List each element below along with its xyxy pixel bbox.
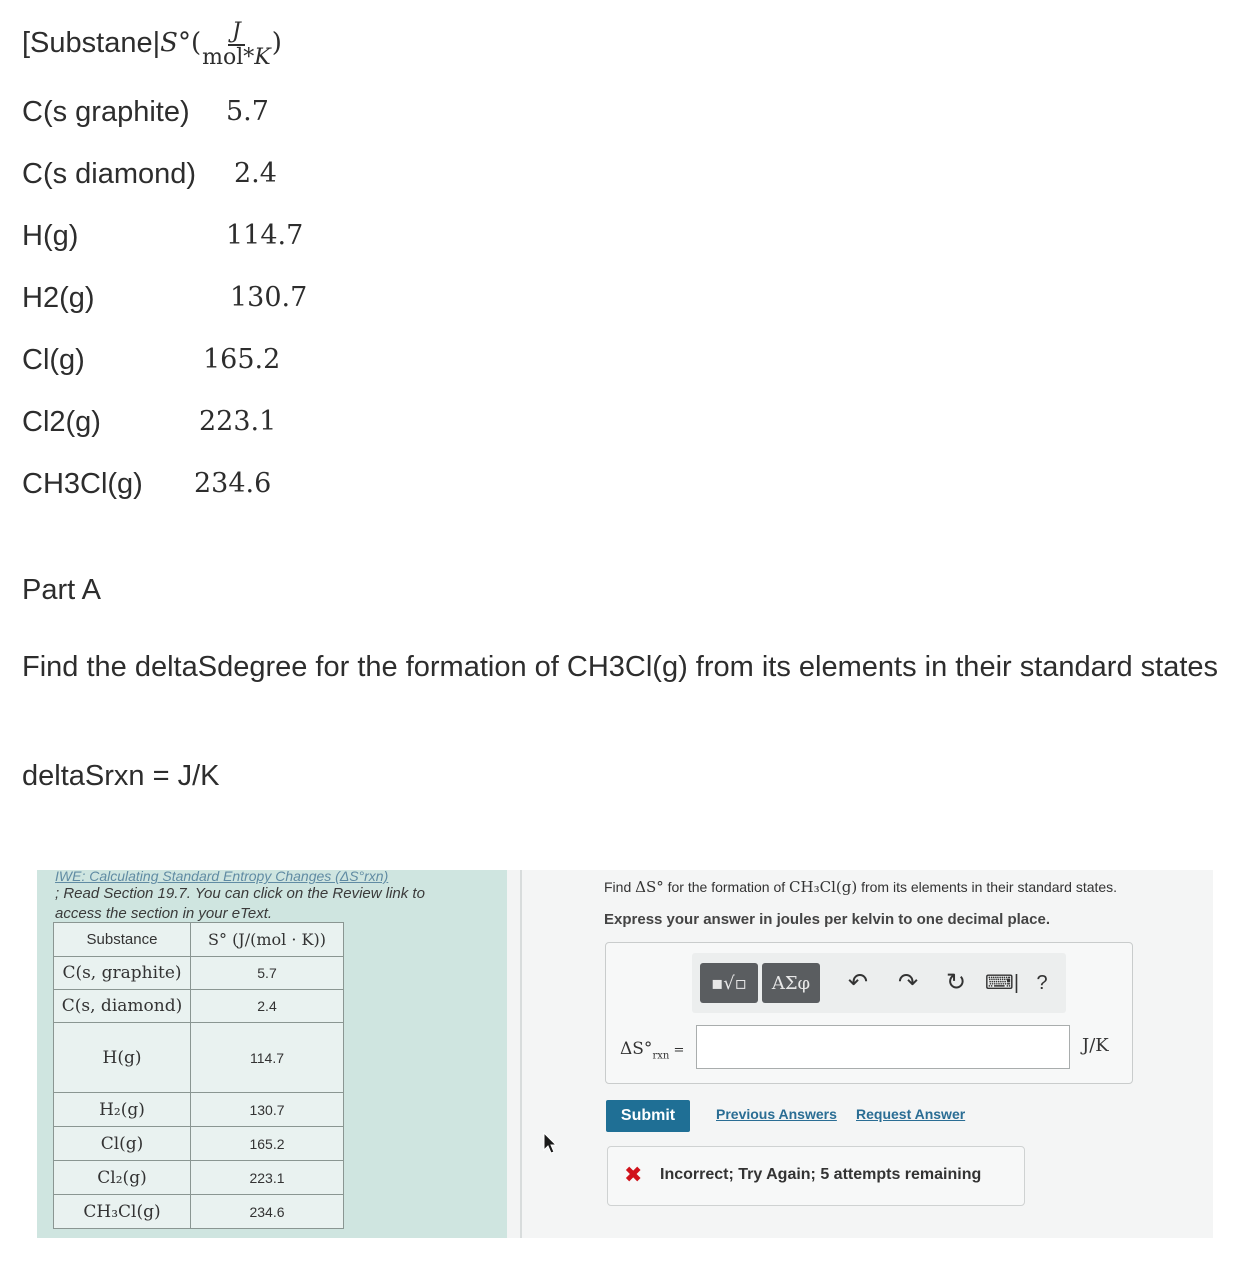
table-row <box>54 1023 344 1093</box>
greek-symbols-button[interactable]: ΑΣφ <box>762 963 820 1003</box>
answer-box <box>605 942 1133 1084</box>
table-cell-substance: H₂(g) <box>54 1093 191 1127</box>
substance-name: C(s graphite) <box>22 96 190 128</box>
substance-value: 165.2 <box>203 344 281 375</box>
tutorial-link[interactable]: IWE: Calculating Standard Entropy Changes (ΔS°rxn) <box>55 870 389 884</box>
mouse-pointer-icon <box>542 1132 558 1156</box>
substance-value: 2.4 <box>234 158 277 189</box>
entropy-table-header <box>22 18 282 68</box>
substance-value: 114.7 <box>226 220 304 251</box>
table-row <box>54 957 344 990</box>
substance-name: C(s diamond) <box>22 158 197 190</box>
header-open-paren: ( <box>190 28 202 58</box>
table-cell-value: 223.1 <box>191 1161 344 1195</box>
substance-row <box>22 156 196 192</box>
table-cell-value: 165.2 <box>191 1127 344 1161</box>
table-header-substance: Substance <box>54 923 191 957</box>
substance-name: CH3Cl(g) <box>22 468 143 500</box>
substance-value: 130.7 <box>230 282 308 313</box>
keyboard-icon[interactable]: ⌨| <box>984 972 1020 994</box>
answer-panel <box>522 870 1213 1238</box>
homework-screen-photo <box>37 870 1213 1238</box>
substance-row <box>22 218 78 254</box>
table-cell-substance: Cl₂(g) <box>54 1161 191 1195</box>
table-cell-value: 5.7 <box>191 957 344 990</box>
substance-row <box>22 280 95 316</box>
part-title: Part A <box>22 574 101 606</box>
header-symbol: S° <box>160 28 191 58</box>
submit-button[interactable]: Submit <box>606 1100 690 1132</box>
unit-fraction <box>202 20 271 70</box>
table-row <box>54 1093 344 1127</box>
math-toolbar <box>692 953 1066 1013</box>
feedback-text: Incorrect; Try Again; 5 attempts remaining <box>660 1166 982 1183</box>
table-cell-substance: Cl(g) <box>54 1127 191 1161</box>
header-prefix: [Substane| <box>22 27 161 59</box>
reading-instructions: ; Read Section 19.7. You can click on the Review link to access the section in your eText. <box>55 885 425 922</box>
screen-question: Find ΔS° for the formation of CH₃Cl(g) from its elements in their standard states. <box>604 878 1118 896</box>
table-cell-substance: C(s, diamond) <box>54 990 191 1023</box>
substance-value: 5.7 <box>226 96 269 127</box>
help-icon[interactable]: ? <box>1036 972 1048 994</box>
header-close-paren: ) <box>271 28 282 58</box>
table-row <box>54 990 344 1023</box>
substance-row <box>22 94 190 130</box>
reference-panel <box>37 870 507 1238</box>
unit-label: J/K <box>1082 1035 1109 1056</box>
substance-name: Cl2(g) <box>22 406 101 438</box>
table-cell-value: 2.4 <box>191 990 344 1023</box>
feedback-box <box>607 1146 1025 1206</box>
templates-button[interactable]: ▪√▫ <box>700 963 758 1003</box>
delta-s-label: $\Delta S^\circ_{rxn}$ = <box>620 1039 685 1062</box>
question-text: Find the deltaSdegree for the formation of CH3Cl(g) from its elements in their standard states <box>22 651 1219 683</box>
table-header-entropy: S° (J/(mol · K)) <box>191 923 344 957</box>
undo-icon[interactable]: ↶ <box>847 969 869 996</box>
redo-icon[interactable]: ↷ <box>897 969 919 996</box>
table-cell-value: 114.7 <box>191 1023 344 1093</box>
substance-value: 234.6 <box>194 468 272 499</box>
substance-name: H(g) <box>22 220 79 252</box>
answer-input[interactable] <box>696 1025 1070 1069</box>
table-cell-substance: H(g) <box>54 1023 191 1093</box>
table-cell-value: 130.7 <box>191 1093 344 1127</box>
substance-name: Cl(g) <box>22 344 85 376</box>
table-header-row <box>54 923 344 957</box>
table-cell-substance: C(s, graphite) <box>54 957 191 990</box>
fraction-numerator: J <box>228 20 245 46</box>
answer-line: deltaSrxn = J/K <box>22 760 220 792</box>
table-row <box>54 1161 344 1195</box>
table-row <box>54 1195 344 1229</box>
incorrect-x-icon: ✖ <box>624 1162 643 1187</box>
table-cell-value: 234.6 <box>191 1195 344 1229</box>
table-cell-substance: CH₃Cl(g) <box>54 1195 191 1229</box>
answer-instructions: Express your answer in joules per kelvin to one decimal place. <box>604 911 1051 928</box>
fraction-denominator: mol*K <box>202 45 271 70</box>
table-row <box>54 1127 344 1161</box>
substance-row <box>22 342 85 378</box>
substance-value: 223.1 <box>199 406 277 437</box>
substance-row <box>22 466 143 502</box>
entropy-data-table <box>53 922 344 1229</box>
request-answer-link[interactable]: Request Answer <box>856 1106 966 1122</box>
previous-answers-link[interactable]: Previous Answers <box>716 1106 837 1122</box>
substance-row <box>22 404 101 440</box>
reset-icon[interactable]: ↻ <box>945 969 967 996</box>
substance-name: H2(g) <box>22 282 95 314</box>
